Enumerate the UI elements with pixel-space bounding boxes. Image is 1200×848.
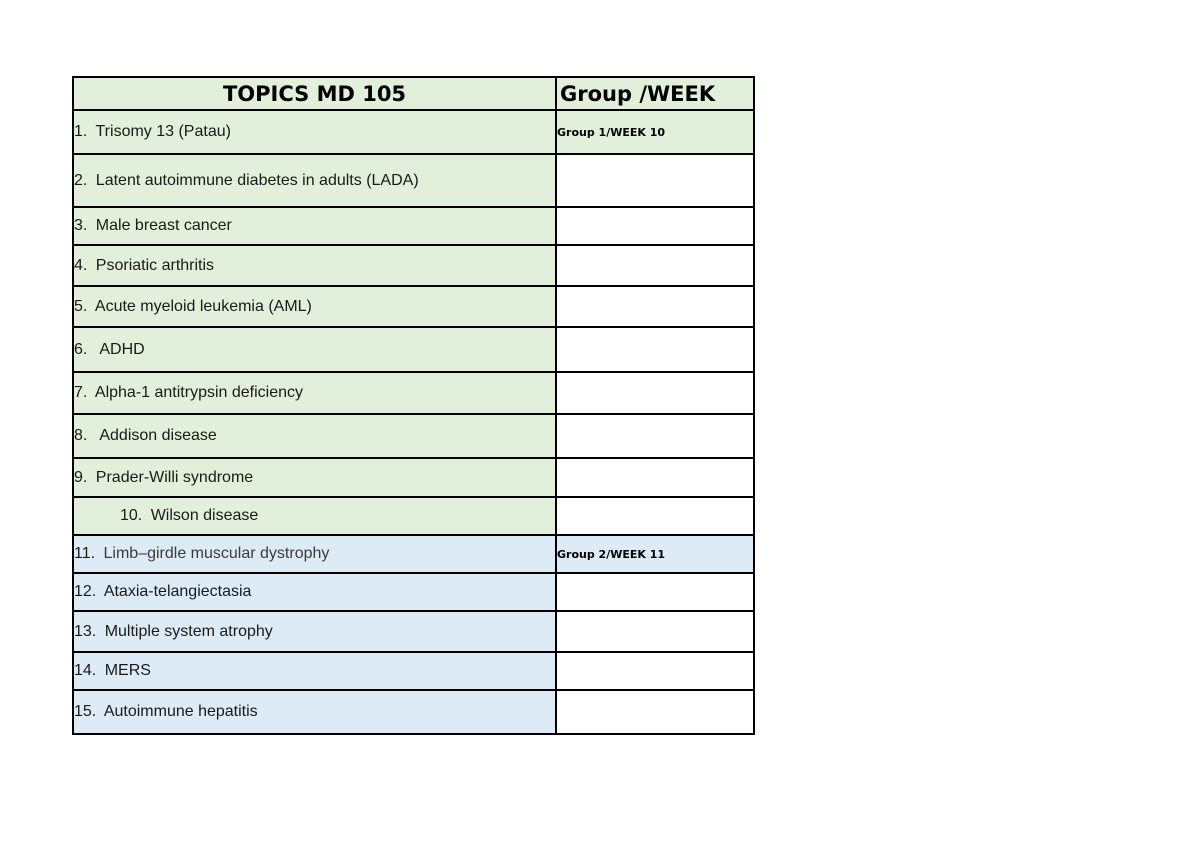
group-cell: Group 1/WEEK 10	[556, 110, 754, 154]
group-cell	[556, 207, 754, 245]
topic-cell	[73, 372, 556, 414]
topic-number: 14.	[74, 662, 97, 679]
topic-number: 4.	[74, 256, 88, 274]
group-cell	[556, 611, 754, 652]
topic-cell	[73, 207, 556, 245]
topic-number: 6.	[74, 340, 88, 358]
topic-label: Limb–girdle muscular dystrophy	[103, 545, 330, 562]
topic-number: 5.	[74, 297, 88, 315]
topic-cell	[73, 414, 556, 458]
topic-label: ADHD	[95, 340, 145, 358]
topic-label: Addison disease	[95, 427, 217, 444]
topic-number: 3.	[74, 217, 88, 234]
topic-cell	[73, 245, 556, 286]
group-cell	[556, 497, 754, 535]
table-row	[73, 414, 754, 458]
table-row	[73, 535, 754, 573]
topic-label: Autoimmune hepatitis	[103, 703, 258, 720]
topic-label: Latent autoimmune diabetes in adults (LADA)	[95, 171, 419, 189]
topic-number: 7.	[74, 384, 88, 401]
table-row	[73, 652, 754, 690]
topics-header: TOPICS MD 105	[73, 77, 556, 110]
topic-number: 11.	[74, 545, 96, 562]
topic-number: 9.	[74, 468, 88, 486]
table-row	[73, 573, 754, 611]
topic-number: 10.	[120, 507, 143, 524]
table-row	[73, 207, 754, 245]
topic-cell	[73, 497, 556, 535]
group-cell	[556, 327, 754, 372]
topic-label: Ataxia-telangiectasia	[103, 583, 252, 600]
group-cell: Group 2/WEEK 11	[556, 535, 754, 573]
group-cell	[556, 652, 754, 690]
topic-cell	[73, 652, 556, 690]
topic-cell	[73, 535, 556, 573]
group-cell	[556, 245, 754, 286]
topic-number: 2.	[74, 171, 88, 189]
topic-label: Psoriatic arthritis	[95, 256, 215, 274]
topic-cell	[73, 286, 556, 327]
table-row	[73, 154, 754, 207]
table-row	[73, 245, 754, 286]
topic-label: MERS	[104, 662, 151, 679]
group-week-header: Group /WEEK	[556, 77, 754, 110]
topic-cell	[73, 327, 556, 372]
topic-label: Acute myeloid leukemia (AML)	[94, 297, 312, 315]
topic-cell	[73, 154, 556, 207]
topic-label: Trisomy 13 (Patau)	[95, 123, 231, 140]
table-row	[73, 110, 754, 154]
topic-cell	[73, 458, 556, 497]
topic-number: 15.	[74, 703, 97, 720]
table-row	[73, 611, 754, 652]
topic-cell	[73, 573, 556, 611]
topic-label: Male breast cancer	[95, 217, 232, 234]
group-cell	[556, 414, 754, 458]
header-row	[73, 77, 754, 110]
topic-number: 8.	[74, 427, 88, 444]
topic-cell	[73, 611, 556, 652]
topic-cell	[73, 690, 556, 734]
table-row	[73, 497, 754, 535]
topic-number: 13.	[74, 622, 97, 640]
group-cell	[556, 372, 754, 414]
table-row	[73, 372, 754, 414]
topic-number: 1.	[74, 123, 88, 140]
table-row	[73, 690, 754, 734]
group-cell	[556, 154, 754, 207]
topics-table	[72, 76, 755, 735]
topic-label: Alpha-1 antitrypsin deficiency	[94, 384, 304, 401]
topic-cell	[73, 110, 556, 154]
topic-label: Prader-Willi syndrome	[95, 468, 254, 486]
topic-number: 12.	[74, 583, 97, 600]
group-cell	[556, 690, 754, 734]
topic-label: Multiple system atrophy	[104, 622, 273, 640]
table-row	[73, 327, 754, 372]
table-row	[73, 286, 754, 327]
table-row	[73, 458, 754, 497]
group-cell	[556, 458, 754, 497]
topic-label: Wilson disease	[150, 507, 259, 524]
group-cell	[556, 286, 754, 327]
group-cell	[556, 573, 754, 611]
